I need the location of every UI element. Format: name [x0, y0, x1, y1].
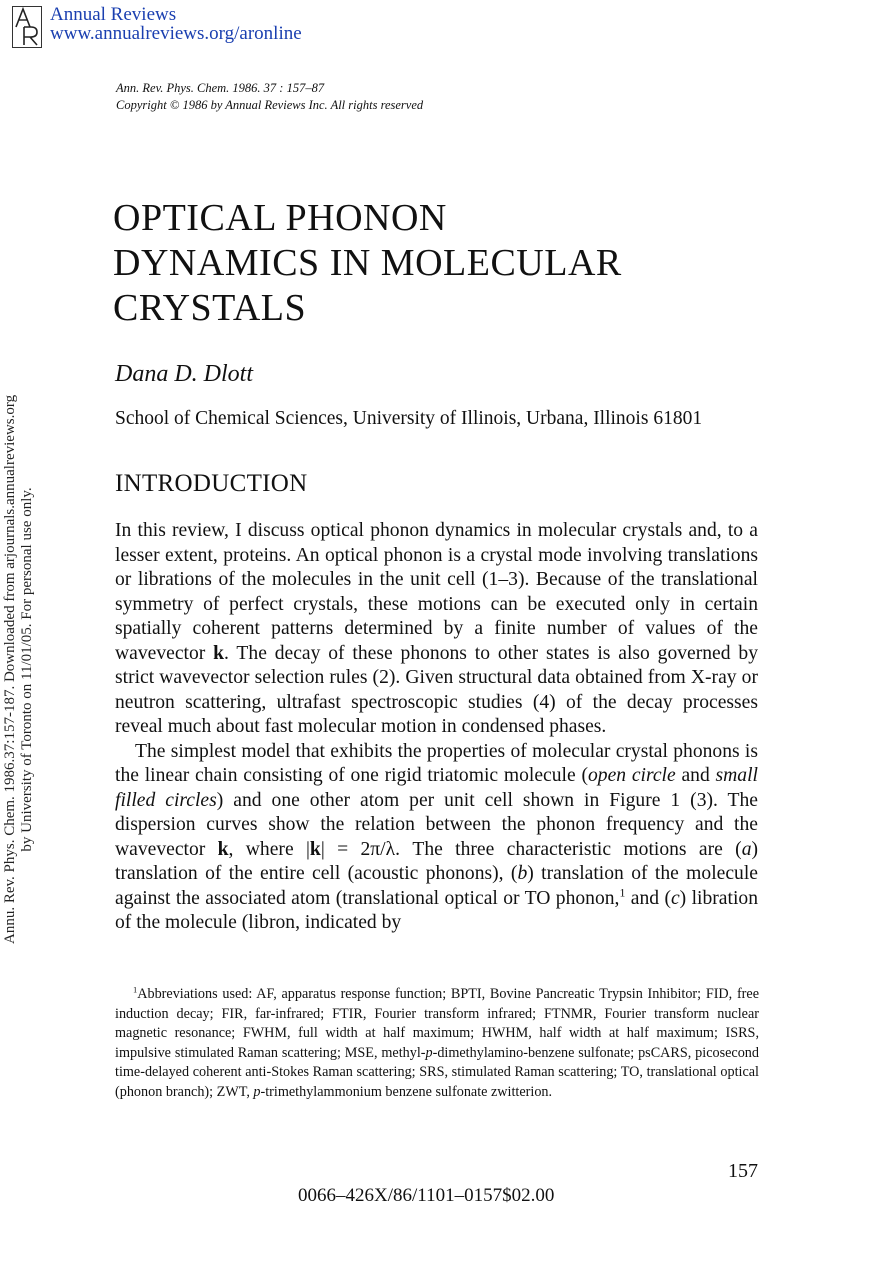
title-line-2: DYNAMICS IN MOLECULAR — [113, 242, 622, 284]
paragraph-1: In this review, I discuss optical phonon dynamics in molecular crystals and, to a lesser extent, proteins. An optical phonon is a crystal mode involving translations or librations of the molecules in the unit cell (1–3). Because of the translational symmetry of perfect crystals, these motions can be executed only in certain spatially coherent patterns determined by a finite number of values of the wavevector k. The decay of these phonons to other states is also governed by strict wavevector selection rules (2). Given structural data obtained from X-ray or neutron scattering, ultrafast spectroscopic studies (4) of the decay processes reveal much about fast molecular motion in condensed phases. — [115, 520, 758, 737]
citation-block — [116, 80, 423, 114]
download-notice-line1: Annu. Rev. Phys. Chem. 1986.37:157-187. Downloaded from arjournals.annualreviews.org — [2, 394, 18, 944]
site-url-link[interactable]: www.annualreviews.org/aronline — [50, 23, 302, 44]
page-number: 157 — [728, 1160, 758, 1182]
download-notice-line2: by University of Toronto on 11/01/05. For personal use only. — [19, 487, 35, 852]
annual-reviews-logo — [12, 6, 42, 48]
title-line-1: OPTICAL PHONON — [113, 197, 447, 239]
footnote-reference: 1 — [619, 885, 626, 899]
body-text — [115, 519, 758, 936]
section-heading: INTRODUCTION — [115, 470, 308, 497]
footnote: $^1$Abbreviations used: AF, apparatus response function; BPTI, Bovine Pancreatic Trypsin Inhibitor; FID, free induction decay; FIR, far-infrared; FTIR, Fourier transform infrared; FTNMR, Fourier transform nuclear magnetic resonance; FWHM, full width at half maximum; HWHM, half width at half maximum; ISRS, impulsive stimulated Raman scattering; MSE, methyl-p-dimethylamino-benzene sulfonate; psCARS, picosecond time-delayed coherent anti-Stokes Raman scattering; SRS, stimulated Raman scattering; TO, translational optical (phonon branch); ZWT, p-trimethylammonium benzene sulfonate zwitterion. — [115, 984, 759, 1100]
article-title — [113, 196, 753, 331]
author-name: Dana D. Dlott — [115, 361, 253, 387]
site-name[interactable]: Annual Reviews — [50, 4, 177, 25]
citation-line-journal: Ann. Rev. Phys. Chem. 1986. 37 : 157–87 — [116, 81, 325, 95]
download-notice — [2, 395, 36, 944]
citation-line-copyright: Copyright © 1986 by Annual Reviews Inc. All rights reserved — [116, 98, 424, 112]
paragraph-2: The simplest model that exhibits the properties of molecular crystal phonons is the linear chain consisting of one rigid triatomic molecule (open circle and small filled circles) and one other atom per unit cell shown in Figure 1 (3). The dispersion curves show the relation between the phonon frequency and the wavevector k, where |k| = 2π/λ. The three characteristic motions are (a) translation of the entire cell (acoustic phonons), (b) translation of the molecule against the associated atom (translational optical or TO phonon,$^1$ and (c) libration of the molecule (libron, indicated by — [115, 740, 759, 933]
document-code: 0066–426X/86/1101–0157$02.00 — [298, 1185, 555, 1206]
title-line-3: CRYSTALS — [113, 287, 307, 329]
author-affiliation: School of Chemical Sciences, University of Illinois, Urbana, Illinois 61801 — [115, 408, 703, 429]
footnote-mark: 1 — [133, 984, 138, 995]
